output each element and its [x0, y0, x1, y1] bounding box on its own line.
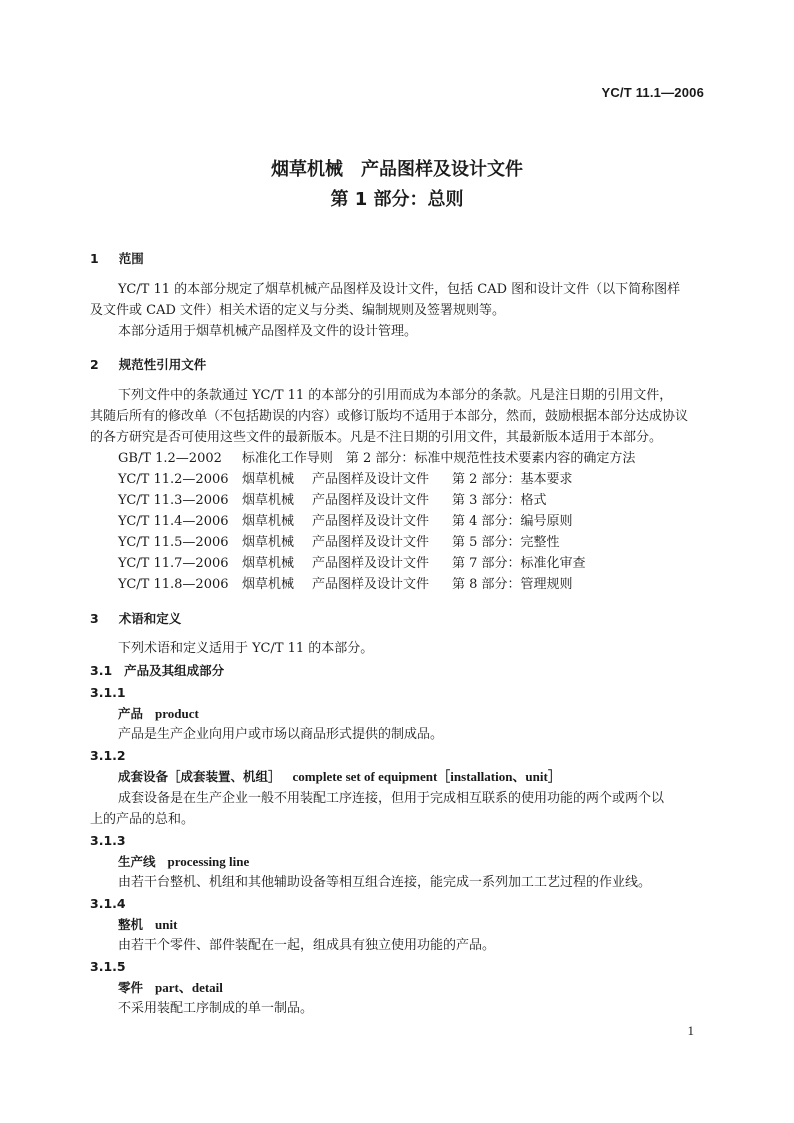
term-number: 3.1.5 [90, 959, 126, 974]
reference-code: YC/T 11.8—2006 [118, 577, 229, 592]
reference-part-b: 产品图样及设计文件 [312, 535, 430, 550]
reference-item [118, 493, 547, 509]
term-definition: 由若干个零件、部件装配在一起，组成具有独立使用功能的产品。 [118, 938, 496, 953]
term-number: 3.1.1 [90, 685, 126, 700]
section-1-heading [90, 251, 144, 267]
term-definition: 产品是生产企业向用户或市场以商品形式提供的制成品。 [118, 727, 444, 742]
reference-code: YC/T 11.4—2006 [118, 514, 229, 529]
term-number: 3.1.4 [90, 896, 126, 911]
term-definition: 成套设备是在生产企业一般不用装配工序连接，但用于完成相互联系的使用功能的两个或两个以 [118, 791, 665, 806]
term-heading [118, 980, 223, 997]
reference-part-b: 产品图样及设计文件 [312, 472, 430, 487]
term-english: part、detail [155, 980, 223, 995]
term-heading [118, 854, 249, 871]
reference-part-c: 第 3 部分：格式 [452, 493, 547, 508]
term-number: 3.1.3 [90, 833, 126, 848]
reference-code: GB/T 1.2—2002 [118, 451, 222, 466]
standard-number: YC/T 11.1—2006 [601, 85, 704, 100]
term-definition: 上的产品的总和。 [90, 812, 195, 827]
paragraph-line: 本部分适用于烟草机械产品图样及文件的设计管理。 [118, 324, 418, 339]
reference-code: YC/T 11.7—2006 [118, 556, 229, 571]
reference-part-a: 烟草机械 [242, 514, 295, 529]
reference-item [118, 451, 635, 467]
reference-item [118, 514, 573, 530]
section-title: 规范性引用文件 [118, 357, 207, 372]
section-title: 范围 [118, 251, 144, 266]
term-english: complete set of equipment［installation、unit］ [292, 769, 561, 784]
term-heading [118, 706, 199, 723]
section-number: 3 [90, 611, 99, 626]
subsection-heading [90, 663, 224, 679]
term-heading [118, 769, 561, 786]
term-chinese: 产品 [118, 706, 144, 721]
paragraph-line: 的各方研究是否可使用这些文件的最新版本。凡是不注日期的引用文件，其最新版本适用于本部分。 [90, 430, 663, 445]
reference-part-a: 烟草机械 [242, 472, 295, 487]
reference-code: YC/T 11.5—2006 [118, 535, 229, 550]
term-definition: 由若干台整机、机组和其他辅助设备等相互组合连接，能完成一系列加工工艺过程的作业线。 [118, 875, 652, 890]
section-number: 2 [90, 357, 99, 372]
reference-part-a: 烟草机械 [242, 556, 295, 571]
reference-part-b: 产品图样及设计文件 [312, 556, 430, 571]
reference-part-c: 第 4 部分：编号原则 [452, 514, 573, 529]
reference-part-a: 烟草机械 [242, 493, 295, 508]
reference-part-c: 第 2 部分：基本要求 [452, 472, 573, 487]
section-3-heading [90, 611, 181, 627]
term-definition: 不采用装配工序制成的单一制品。 [118, 1001, 314, 1016]
reference-item [118, 472, 573, 488]
reference-part-a: 烟草机械 [242, 577, 295, 592]
section-number: 1 [90, 251, 99, 266]
paragraph-line: 下列文件中的条款通过 YC/T 11 的本部分的引用而成为本部分的条款。凡是注日期的引用文件， [118, 388, 673, 403]
paragraph-line: 下列术语和定义适用于 YC/T 11 的本部分。 [118, 641, 374, 656]
reference-part-a: 烟草机械 [242, 535, 295, 550]
reference-title: 标准化工作导则 第 2 部分：标准中规范性技术要素内容的确定方法 [241, 451, 636, 466]
page-number: 1 [687, 1023, 694, 1038]
reference-item [118, 577, 573, 593]
reference-code: YC/T 11.2—2006 [118, 472, 229, 487]
term-chinese: 成套设备［成套装置、机组］ [118, 769, 281, 784]
reference-part-b: 产品图样及设计文件 [312, 514, 430, 529]
section-2-heading [90, 357, 206, 373]
paragraph-line: 其随后所有的修改单（不包括勘误的内容）或修订版均不适用于本部分，然而，鼓励根据本部分达成协议 [90, 409, 689, 424]
reference-part-b: 产品图样及设计文件 [312, 493, 430, 508]
reference-part-b: 产品图样及设计文件 [312, 577, 430, 592]
term-chinese: 零件 [118, 980, 144, 995]
section-title: 术语和定义 [118, 611, 182, 626]
subsection-number: 3.1 [90, 663, 113, 678]
term-english: unit [155, 917, 178, 932]
reference-item [118, 556, 586, 572]
document-subtitle: 第 1 部分：总则 [330, 189, 464, 210]
reference-part-c: 第 7 部分：标准化审查 [452, 556, 586, 571]
document-title: 烟草机械 产品图样及设计文件 [271, 159, 523, 180]
term-chinese: 整机 [118, 917, 144, 932]
reference-part-c: 第 5 部分：完整性 [452, 535, 560, 550]
term-heading [118, 917, 177, 934]
reference-item [118, 535, 560, 551]
term-english: processing line [167, 854, 250, 869]
term-english: product [155, 706, 199, 721]
paragraph-line: YC/T 11 的本部分规定了烟草机械产品图样及设计文件，包括 CAD 图和设计文件（以下简称图样 [118, 282, 681, 297]
subsection-title: 产品及其组成部分 [124, 663, 225, 678]
term-chinese: 生产线 [118, 854, 156, 869]
term-number: 3.1.2 [90, 748, 126, 763]
paragraph-line: 及文件或 CAD 文件）相关术语的定义与分类、编制规则及签署规则等。 [90, 303, 506, 318]
reference-code: YC/T 11.3—2006 [118, 493, 229, 508]
reference-part-c: 第 8 部分：管理规则 [452, 577, 573, 592]
